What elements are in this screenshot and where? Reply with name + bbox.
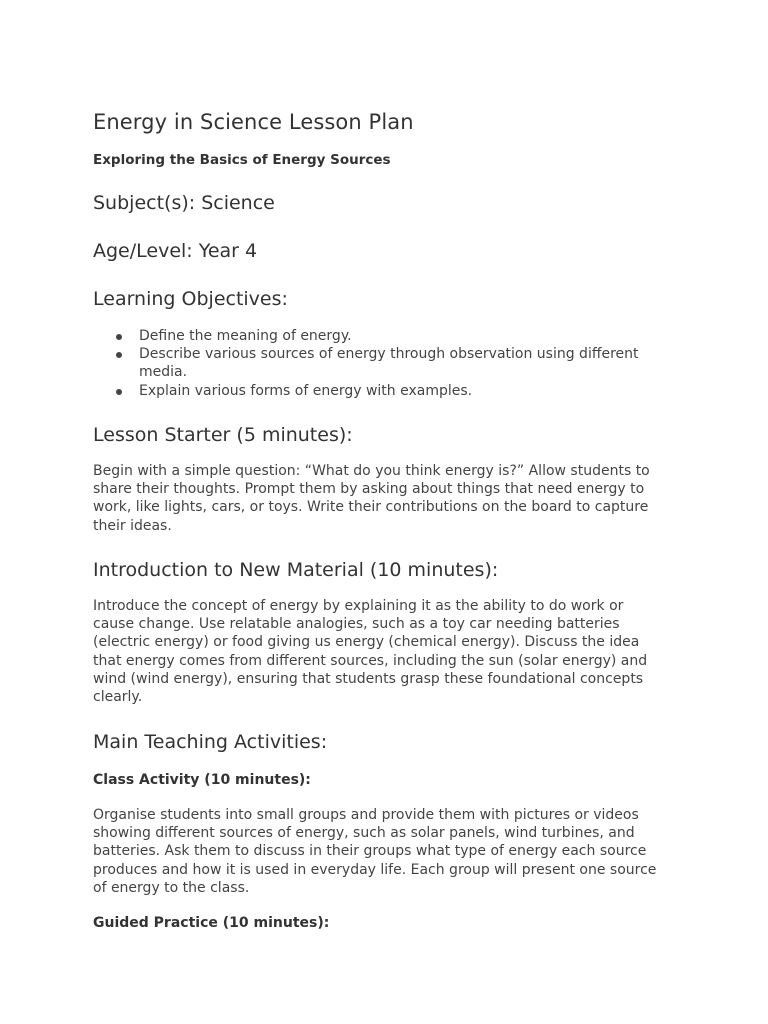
subject-heading: Subject(s): Science	[93, 192, 275, 214]
class-activity-paragraph: Organise students into small groups and provide them with pictures or videos showing different sources of energy, such as solar panels, wind turbines, and batteries. Ask them to discuss in their groups what type of energy each source produces and how it is used in everyday life. Each group will present one source of energy to the class.	[93, 807, 657, 896]
introduction-paragraph: Introduce the concept of energy by explaining it as the ability to do work or cause change. Use relatable analogies, such as a toy car needing batteries (electric energy) or food giving us energy (chemical energy). Discuss the idea that energy comes from different sources, including the sun (solar energy) and wind (wind energy), ensuring that students grasp these foundational concepts clearly.	[93, 598, 648, 706]
main-activities-heading: Main Teaching Activities:	[93, 731, 328, 753]
age-level-heading: Age/Level: Year 4	[93, 240, 258, 262]
bullet-icon	[116, 352, 122, 358]
introduction-heading: Introduction to New Material (10 minutes):	[93, 559, 499, 581]
objectives-heading: Learning Objectives:	[93, 288, 288, 310]
objectives-list	[93, 327, 668, 400]
list-item	[93, 345, 668, 381]
list-item	[93, 327, 668, 345]
objective-text: Describe various sources of energy through observation using different media.	[139, 346, 639, 381]
bullet-icon	[116, 389, 122, 395]
starter-paragraph: Begin with a simple question: “What do you think energy is?” Allow students to share their thoughts. Prompt them by asking about things that need energy to work, like lights, cars, or toys. Write their contributions on the board to capture their ideas.	[93, 463, 650, 534]
document-title: Energy in Science Lesson Plan	[93, 110, 414, 134]
guided-practice-heading: Guided Practice (10 minutes):	[93, 915, 330, 931]
document-subtitle: Exploring the Basics of Energy Sources	[93, 152, 391, 168]
objective-text: Define the meaning of energy.	[139, 328, 352, 344]
list-item	[93, 382, 668, 400]
class-activity-heading: Class Activity (10 minutes):	[93, 772, 311, 788]
starter-heading: Lesson Starter (5 minutes):	[93, 424, 353, 446]
bullet-icon	[116, 334, 122, 340]
objective-text: Explain various forms of energy with examples.	[139, 382, 473, 399]
